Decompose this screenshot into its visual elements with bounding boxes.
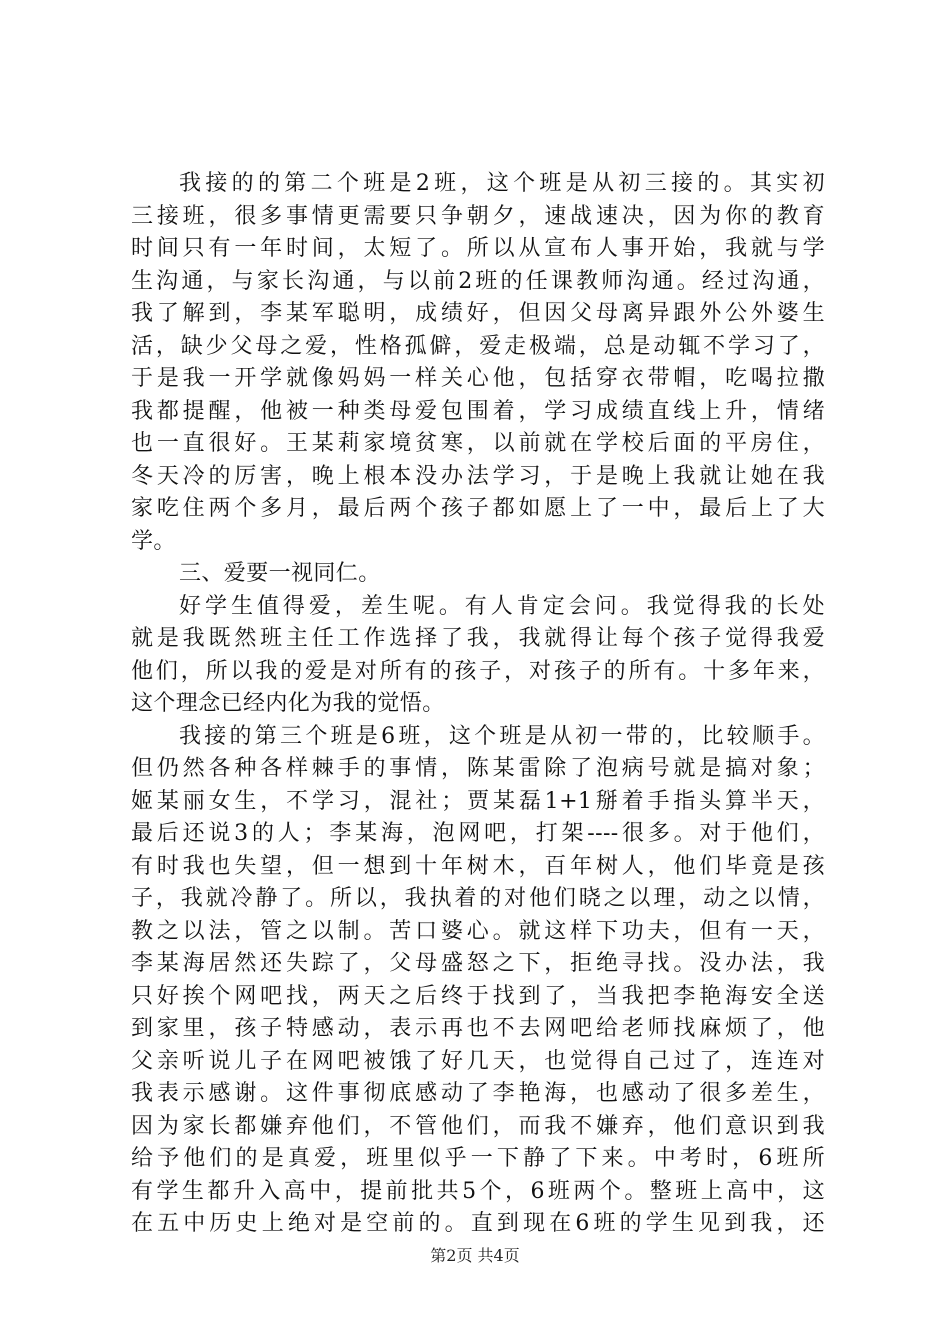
text-line: 父亲听说儿子在网吧被饿了好几天，也觉得自己过了，连连对 [131,1048,825,1074]
text-line: 我了解到，李某军聪明，成绩好，但因父母离异跟外公外婆生 [131,301,825,326]
text-line: 我接的第三个班是6班，这个班是从初一带的，比较顺手。 [179,723,825,749]
text-line: 有时我也失望，但一想到十年树木，百年树人，他们毕竟是孩 [131,853,825,879]
text-line: 子，我就冷静了。所以，我执着的对他们晓之以理，动之以情， [131,886,825,911]
text-line: 于是我一开学就像妈妈一样关心他，包括穿衣带帽，吃喝拉撒 [131,366,825,391]
text-line: 姬某丽女生，不学习，混社；贾某磊1+1掰着手指头算半天， [131,788,825,814]
text-line: 最后还说3的人；李某海，泡网吧，打架----很多。对于他们， [131,821,825,846]
text-line: 在五中历史上绝对是空前的。直到现在6班的学生见到我，还 [131,1211,825,1236]
text-line: 这个理念已经内化为我的觉悟。 [131,691,445,716]
text-line: 时间只有一年时间，太短了。所以从宣布人事开始，我就与学 [131,236,825,261]
text-line: 但仍然各种各样棘手的事情，陈某雷除了泡病号就是搞对象； [131,756,825,781]
text-line: 他们，所以我的爱是对所有的孩子，对孩子的所有。十多年来， [131,658,825,684]
text-line: 活，缺少父母之爱，性格孤僻，爱走极端，总是动辄不学习了， [131,333,825,359]
text-line: 教之以法，管之以制。苦口婆心。就这样下功夫，但有一天， [131,918,825,944]
text-line: 也一直很好。王某莉家境贫寒，以前就在学校后面的平房住， [131,431,825,456]
text-line: 给予他们的是真爱，班里似乎一下静了下来。中考时，6班所 [131,1146,825,1171]
text-line: 李某海居然还失踪了，父母盛怒之下，拒绝寻找。没办法，我 [131,951,825,976]
text-line: 有学生都升入高中，提前批共5个，6班两个。整班上高中，这 [131,1178,825,1204]
text-line: 生沟通，与家长沟通，与以前2班的任课教师沟通。经过沟通， [131,268,825,294]
page-footer: 第2页 共4页 [430,1246,520,1265]
text-line: 好学生值得爱，差生呢。有人肯定会问。我觉得我的长处 [179,593,825,619]
text-line: 因为家长都嫌弃他们，不管他们，而我不嫌弃，他们意识到我 [131,1113,825,1139]
text-line: 我表示感谢。这件事彻底感动了李艳海，也感动了很多差生， [131,1081,825,1106]
text-line: 学。 [131,528,176,554]
text-line: 就是我既然班主任工作选择了我，我就得让每个孩子觉得我爱 [131,626,825,651]
text-line: 只好挨个网吧找，两天之后终于找到了，当我把李艳海安全送 [131,983,825,1009]
text-line: 到家里，孩子特感动，表示再也不去网吧给老师找麻烦了，他 [131,1016,825,1041]
text-line: 冬天冷的厉害，晚上根本没办法学习，于是晚上我就让她在我 [131,463,825,489]
text-line: 三、爱要一视同仁。 [179,561,381,586]
text-line: 家吃住两个多月，最后两个孩子都如愿上了一中，最后上了大 [131,496,825,521]
text-line: 三接班，很多事情更需要只争朝夕，速战速决，因为你的教育 [131,203,825,229]
text-line: 我都提醒，他被一种类母爱包围着，学习成绩直线上升，情绪 [131,398,825,424]
text-line: 我接的的第二个班是2班，这个班是从初三接的。其实初 [179,171,825,196]
body-text [131,168,825,1241]
